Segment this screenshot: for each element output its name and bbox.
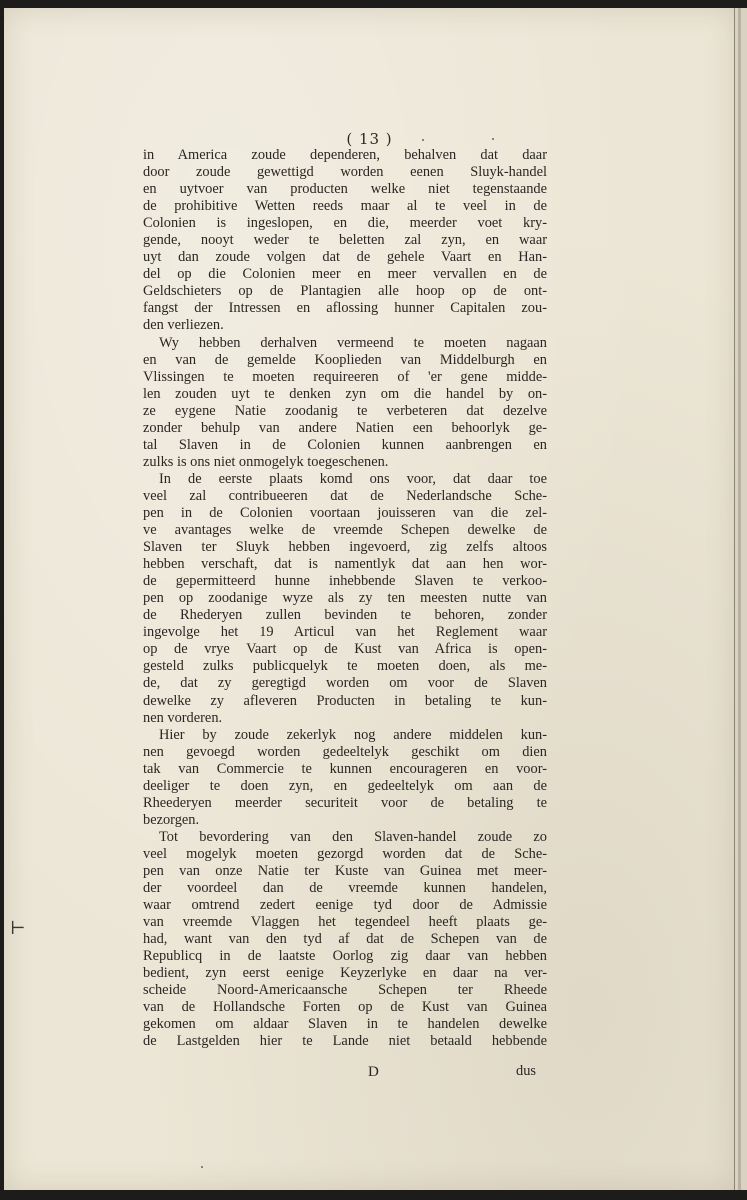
text-line: tal Slaven in de Colonien kunnen aanbrengen en (143, 436, 547, 453)
text-line: den verliezen. (143, 317, 224, 334)
text-line: veel zal contribueeren dat de Nederlandsche Sche- (143, 487, 547, 504)
book-page (4, 8, 735, 1190)
text-line: Rheederyen meerder securiteit voor de betaling te (143, 794, 547, 811)
text-line: ze eygene Natie zoodanig te verbeteren dat dezelve (143, 402, 547, 419)
text-line: In de eerste plaats komd ons voor, dat daar toe (159, 470, 547, 487)
text-line: veel mogelyk moeten gezorgd worden dat de Sche- (143, 845, 547, 862)
text-line: nen vorderen. (143, 709, 223, 726)
text-line: de Rhederyen zullen bevinden te behoren, zonder (143, 607, 547, 624)
signature-mark: D (368, 1064, 379, 1080)
text-line: in America zoude dependeren, behalven dat daar (143, 147, 547, 163)
body-text (143, 147, 547, 1050)
page-number: ( 13 ) (346, 130, 393, 148)
text-line: bezorgen. (143, 811, 200, 828)
text-line: tak van Commercie te kunnen encourageren en voor- (143, 760, 547, 777)
text-line: bedient, zyn eerst eenige Keyzerlyke en daar na ver- (143, 965, 547, 982)
margin-mark: ⊢ (10, 918, 26, 939)
binding-strip (738, 8, 741, 1190)
text-line: hebben verschaft, dat is namentlyk dat aan hen wor- (143, 556, 547, 573)
text-line: gekomen om aldaar Slaven in te handelen dewelke (143, 1016, 547, 1033)
text-line: van vreemde Vlaggen het tegendeel heeft plaats ge- (143, 914, 547, 931)
paper-speck (422, 139, 424, 141)
text-line: door zoude gewettigd worden eenen Sluyk-handel (143, 164, 547, 181)
text-line: Republicq in de laatste Oorlog zig daar van hebben (143, 948, 547, 965)
text-line: op de vrye Vaart op de Kust van Africa is open- (143, 641, 547, 658)
catchword: dus (516, 1063, 536, 1079)
binding-stub (734, 8, 747, 1190)
text-line: uyt dan zoude volgen dat de gehele Vaart en Han- (143, 249, 547, 266)
text-line: pen van onze Natie ter Kuste van Guinea met meer- (143, 862, 547, 879)
text-line: dewelke zy afleveren Producten in betaling te kun- (143, 692, 547, 709)
text-line: gende, nooyt weder te beletten zal zyn, en waar (143, 232, 547, 249)
text-line: scheide Noord-Americaansche Schepen ter Rheede (143, 982, 547, 999)
text-line: der voordeel dan de vreemde kunnen handelen, (143, 880, 547, 897)
text-line: van de Hollandsche Forten op de Kust van Guinea (143, 999, 547, 1016)
text-line: ve avantages welke de vreemde Schepen dewelke de (143, 522, 547, 539)
text-line: had, want van den tyd af dat de Schepen van de (143, 931, 547, 948)
text-line: en van de gemelde Kooplieden van Middelburgh en (143, 351, 547, 368)
text-line: zulks is ons niet onmogelyk toegeschenen. (143, 453, 389, 470)
text-line: zonder behulp van andere Natien een behoorlyk ge- (143, 419, 547, 436)
paper-speck (201, 1166, 203, 1168)
text-line: fangst der Intressen en aflossing hunner Capitalen zou- (143, 300, 547, 317)
text-line: Geldschieters op de Plantagien alle hoop op de ont- (143, 283, 547, 300)
text-line: pen in de Colonien voortaan jouisseren van die zel- (143, 504, 547, 521)
text-line: en uytvoer van producten welke niet tegenstaande (143, 181, 547, 198)
text-line: nen gevoegd worden gedeeltelyk geschikt om dien (143, 743, 547, 760)
text-line: Vlissingen te moeten requireeren of 'er gene midde- (143, 368, 547, 385)
text-line: de gepermitteerd hunne inhebbende Slaven te verkoo- (143, 573, 547, 590)
text-line: Tot bevordering van den Slaven-handel zoude zo (159, 828, 547, 845)
paper-speck (492, 138, 494, 140)
text-line: len zouden uyt te denken zyn om die handel by on- (143, 385, 547, 402)
text-line: deeliger te doen zyn, en gedeeltelyk om aan de (143, 777, 547, 794)
text-line: Hier by zoude zekerlyk nog andere middelen kun- (159, 726, 547, 743)
text-line: gesteld zulks publicquelyk te moeten doen, als me- (143, 658, 547, 675)
text-line: de, dat zy geregtigd worden om voor de Slaven (143, 675, 547, 692)
text-line: waar omtrend zedert eenige tyd door de Admissie (143, 897, 547, 914)
text-line: Slaven ter Sluyk hebben ingevoerd, zig zelfs altoos (143, 539, 547, 556)
text-line: Wy hebben derhalven vermeend te moeten nagaan (159, 334, 547, 351)
text-line: ingevolge het 19 Articul van het Reglement waar (143, 624, 547, 641)
text-line: del op die Colonien meer en meer vervallen en de (143, 266, 547, 283)
text-line: de prohibitive Wetten reeds maar al te veel in de (143, 198, 547, 215)
text-line: Colonien is ingeslopen, en die, meerder voet kry- (143, 215, 547, 232)
text-line: pen op zoodanige wyze als zy ten meesten nutte van (143, 590, 547, 607)
text-line: de Lastgelden hier te Lande niet betaald hebbende (143, 1033, 547, 1050)
